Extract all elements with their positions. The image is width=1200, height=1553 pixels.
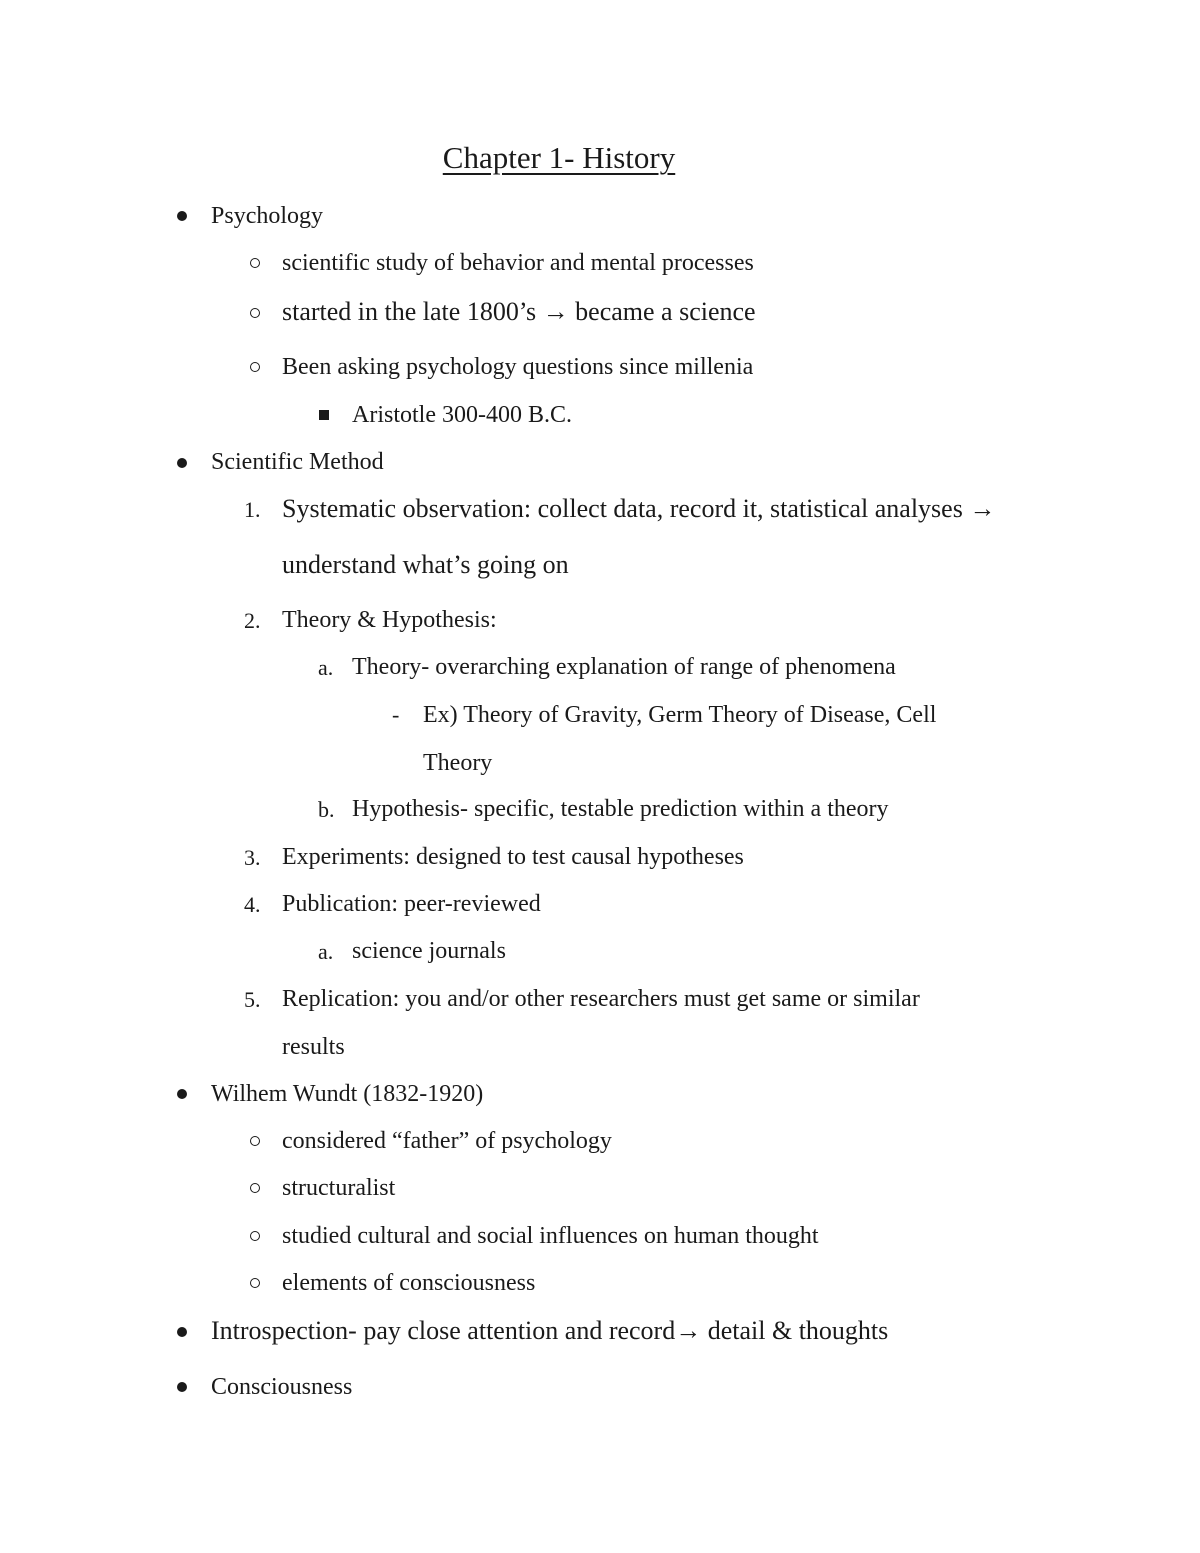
- list-item-publication: Publication: peer-reviewed: [282, 891, 541, 917]
- bullet-circle-icon: [250, 1183, 260, 1193]
- list-item-systematic-observation: Systematic observation: collect data, record it, statistical analyses →: [282, 494, 996, 523]
- list-number: 2.: [244, 608, 261, 633]
- bullet-circle-icon: [250, 1278, 260, 1288]
- list-item-theory-example-cont: Theory: [423, 750, 493, 776]
- bullet-dot-icon: [177, 1327, 187, 1337]
- list-item-wundt-father: considered “father” of psychology: [282, 1128, 612, 1154]
- list-item-wundt-cultural: studied cultural and social influences on human thought: [282, 1223, 819, 1249]
- list-item-science-journals: science journals: [352, 938, 506, 964]
- list-item-wundt-structuralist: structuralist: [282, 1175, 396, 1201]
- list-letter: a.: [318, 655, 334, 680]
- list-item-consciousness: Consciousness: [211, 1374, 353, 1400]
- list-item-psych-started: started in the late 1800’s → became a science: [282, 297, 756, 326]
- bullet-dot-icon: [177, 1089, 187, 1099]
- list-item-aristotle: Aristotle 300-400 B.C.: [352, 402, 572, 428]
- list-item-hypothesis: Hypothesis- specific, testable prediction within a theory: [352, 796, 889, 822]
- bullet-circle-icon: [250, 258, 260, 268]
- bullet-square-icon: [319, 410, 329, 420]
- list-number: 4.: [244, 892, 261, 917]
- list-item-theory-hypothesis: Theory & Hypothesis:: [282, 607, 497, 633]
- list-item-wundt-elements: elements of consciousness: [282, 1270, 536, 1296]
- list-letter: b.: [318, 797, 335, 822]
- bullet-circle-icon: [250, 1136, 260, 1146]
- bullet-dot-icon: [177, 458, 187, 468]
- list-item-systematic-observation-cont: understand what’s going on: [282, 550, 569, 579]
- list-item-psychology: Psychology: [211, 203, 324, 229]
- list-item-scientific-method: Scientific Method: [211, 449, 384, 475]
- list-dash: -: [392, 702, 400, 727]
- list-item-theory: Theory- overarching explanation of range of phenomena: [352, 654, 896, 680]
- bullet-circle-icon: [250, 308, 260, 318]
- bullet-circle-icon: [250, 362, 260, 372]
- list-item-replication: Replication: you and/or other researchers must get same or similar: [282, 986, 920, 1012]
- list-item-introspection: Introspection- pay close attention and record→ detail & thoughts: [211, 1316, 889, 1345]
- list-number: 1.: [244, 497, 261, 522]
- list-item-theory-example: Ex) Theory of Gravity, Germ Theory of Disease, Cell: [423, 702, 937, 728]
- bullet-circle-icon: [250, 1231, 260, 1241]
- bullet-dot-icon: [177, 1382, 187, 1392]
- bullet-dot-icon: [177, 211, 187, 221]
- list-item-psych-asking: Been asking psychology questions since millenia: [282, 354, 754, 380]
- list-item-psych-definition: scientific study of behavior and mental processes: [282, 250, 754, 276]
- list-number: 3.: [244, 845, 261, 870]
- list-item-replication-cont: results: [282, 1034, 345, 1060]
- list-number: 5.: [244, 987, 261, 1012]
- list-item-wundt: Wilhem Wundt (1832-1920): [211, 1081, 484, 1107]
- list-item-experiments: Experiments: designed to test causal hypotheses: [282, 844, 744, 870]
- list-letter: a.: [318, 939, 334, 964]
- page-title: Chapter 1- History: [442, 140, 676, 175]
